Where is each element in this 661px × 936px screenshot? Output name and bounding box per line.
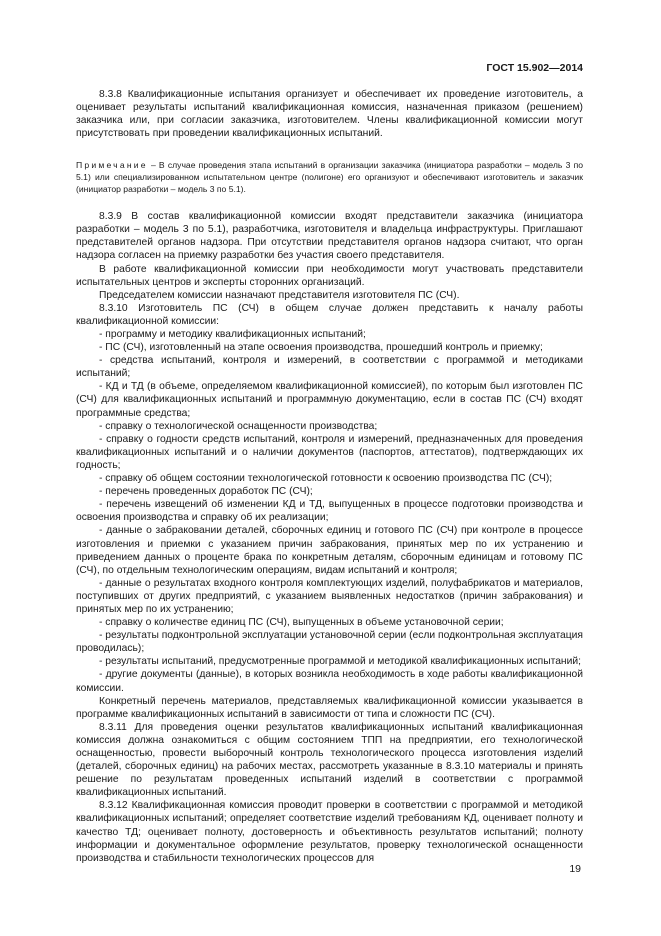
clause-8-3-12: 8.3.12 Квалификационная комиссия проводит проверки в соответствии с программой и методикой квалификационных испытаний; определяет соответствие изделий требованиям КД, оценивает полноту и качество ТД; оценивает полноту, достоверность и объективность результатов испытаний; полноту информации и документальное оформление результатов, проверку технологической оснащенности производства и стабильности технологических процессов для (76, 800, 583, 864)
clause-8-3-11: 8.3.11 Для проведения оценки результатов квалификационных испытаний квалификационная комиссия должна ознакомиться с общим состоянием ТПП на предприятии, его технологической оснащенностью, провести выборочный контроль технологического процесса изготовления изделий (деталей, сборочных единиц) на рабочих местах, рассмотреть указанные в 8.3.10 материалы и принять решение по результатам проведенных испытаний изделий в соответствии с программой квалификационных испытаний. (76, 721, 583, 799)
list-item: - результаты подконтрольной эксплуатации установочной серии (если подконтрольная эксплуатация проводилась); (76, 630, 583, 655)
list-item: - средства испытаний, контроля и измерений, в соответствии с программой и методиками испытаний; (76, 355, 583, 380)
list-item: - программу и методику квалификационных испытаний; (99, 329, 366, 340)
note-label: Примечание (76, 160, 148, 171)
note-text: – В случае проведения этапа испытаний в организации заказчика (инициатора разработки – модель 3 по 5.1) или специализированном испытательном центре (полигоне) его организуют и обеспечивают изготовитель и заказчик (инициатор разработки – модель 3 по 5.1). (76, 160, 583, 194)
clause-8-3-10: 8.3.10 Изготовитель ПС (СЧ) в общем случае должен представить к началу работы квалификационной комиссии: (76, 302, 583, 327)
clause-8-3-8: 8.3.8 Квалификационные испытания организует и обеспечивает их проведение изготовитель, а оценивает результаты испытаний квалификационная комиссия, назначенная приказом (решением) заказчика или, при согласии заказчика, изготовителем. Члены квалификационной комиссии могут присутствовать при проведении квалификационных испытаний. (76, 89, 583, 140)
paragraph-experts: В работе квалификационной комиссии при необходимости могут участвовать представители испытательных центров и эксперты сторонних организаций. (76, 263, 583, 288)
list-item: - справку об общем состоянии технологической готовности к освоению производства ПС (СЧ); (99, 473, 553, 485)
list-item: - КД и ТД (в объеме, определяемом квалификационной комиссией), по которым был изготовлен ПС (СЧ) для квалификационных испытаний и программную документацию, если в состав ПС (СЧ) входят программные средства; (76, 381, 583, 419)
clause-8-3-9: 8.3.9 В состав квалификационной комиссии входят представители заказчика (инициатора разработки – модель 3 по 5.1), разработчика, изготовителя и владельца инфраструктуры. Приглашают представителей органов надзора. При отсутствии представителя органов надзора считают, что орган надзора согласен на приемку разработки без участия своего представителя. (76, 211, 583, 262)
list-item: - ПС (СЧ), изготовленный на этапе освоения производства, прошедший контроль и приемку; (99, 342, 543, 354)
page-number: 19 (569, 863, 581, 875)
list-item: - перечень проведенных доработок ПС (СЧ); (99, 486, 313, 498)
list-item: - перечень извещений об изменении КД и ТД, выпущенных в процессе подготовки производства и освоения производства и справку об их реализации; (76, 499, 583, 524)
list-item: - данные о результатах входного контроля комплектующих изделий, полуфабрикатов и материалов, поступивших от других предприятий, с указанием выявленных недостатков (причин забракования) и принятых мер по их устранению; (76, 577, 583, 615)
list-item: - другие документы (данные), в которых возникла необходимость в ходе работы квалификационной комиссии. (76, 669, 583, 694)
paragraph-chairman: Председателем комиссии назначают представителя изготовителя ПС (СЧ). (99, 289, 460, 301)
note-paragraph (76, 160, 583, 195)
standard-header: ГОСТ 15.902—2014 (486, 62, 583, 74)
document-body (76, 88, 583, 865)
list-item: - данные о забраковании деталей, сборочных единиц и готового ПС (СЧ) при контроле в процессе изготовления и приемки с указанием причин забракования, принятых мер по их устранению и приведением данных о проценте брака по конкретным деталям, сборочным единицам и готовому ПС (СЧ), по отдельным технологическим операциям, видам испытаний и контроля; (76, 525, 583, 576)
paragraph-materials-list: Конкретный перечень материалов, представляемых квалификационной комиссии указывается в программе квалификационных испытаний в зависимости от типа и сложности ПС (СЧ). (76, 695, 583, 720)
list-item: - справку о технологической оснащенности производства; (99, 420, 378, 432)
list-item: - справку о количестве единиц ПС (СЧ), выпущенных в объеме установочной серии; (99, 617, 504, 629)
list-item: - справку о годности средств испытаний, контроля и измерений, предназначенных для проведения квалификационных испытаний и о наличии документов (паспортов, аттестатов), подтверждающих их годность; (76, 433, 583, 471)
list-item: - результаты испытаний, предусмотренные программой и методикой квалификационных испытаний; (99, 656, 581, 668)
